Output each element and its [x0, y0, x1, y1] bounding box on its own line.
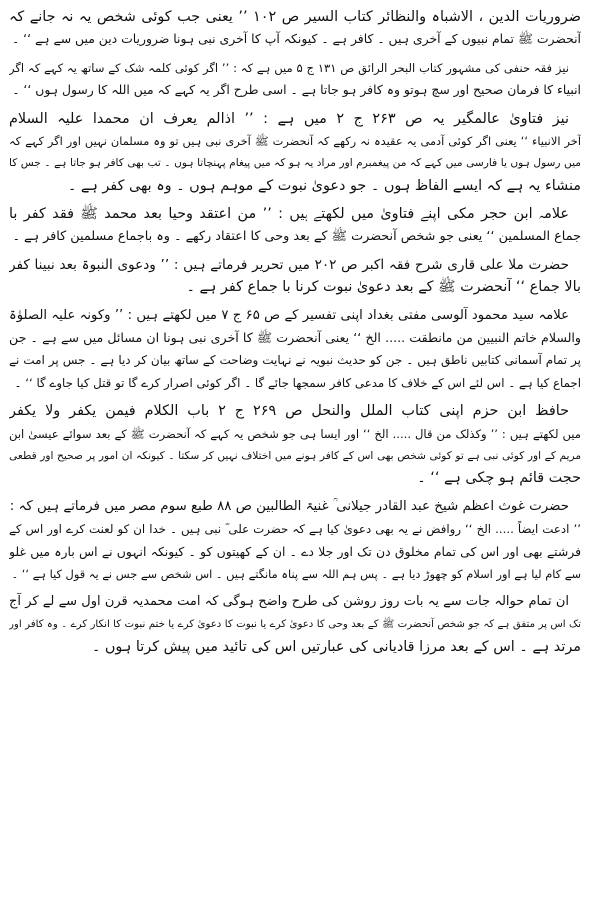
text-line: حضرت غوث اعظم شیخ عبد القادر جیلانی ؒ غنیۃ الطالبین ص ۸۸ طبع سوم مصر میں فرماتے ہیں کہ : [9, 498, 569, 514]
text-line: منشاء یہ ہے کہ ایسے الفاظ ہوں ۔ جو دعویٰ نبوت کے موہم ہوں ۔ وہ بھی کفر ہے ۔ [67, 177, 581, 194]
text-line: ’’ ادعت ایضاً ..... الخ ‘‘ روافض نے یہ بھی دعویٰ کیا ہے کہ حضرت علی ؓ نبی ہیں ۔ خدا ان کو لعنت کرے اور اس کے [9, 522, 581, 537]
text-line: سے کام لیا ہے اور اسلام کو چھوڑ دیا ہے ۔ پس ہم اللہ سے پناہ مانگتے ہیں ۔ اس شخص سے جس نے یہ قول کیا ہے ‘‘ ۔ [11, 566, 581, 581]
text-line: میں رسول ہوں یا فارسی میں کہے کہ من پیغمبرم اور مراد یہ ہو کہ میں پیغام پہنچاتا ہوں ۔ تب بھی کافر ہو جاتا ہے ۔ جس کا [9, 157, 581, 170]
text-line: علامہ ابن حجر مکی اپنے فتاویٰ میں لکھتے ہیں : ’’ من اعتقد وحیا بعد محمد ﷺ فقد کفر با [9, 206, 569, 223]
text-line: نیز فتاویٰ عالمگیر یہ ص ۲۶۳ ج ۲ میں ہے : ’’ اذالم یعرف ان محمدا علیہ السلام [9, 110, 569, 127]
paragraph-alamgiri [9, 108, 581, 198]
paragraph-conclusion [9, 591, 581, 658]
text-line: حضرت ملا علی قاری شرح فقہ اکبر ص ۲۰۲ میں تحریر فرماتے ہیں : ’’ ودعوی النبوۃ بعد نبینا کفر [9, 256, 569, 273]
paragraph-mulla-ali-qari [9, 254, 581, 299]
text-line: فرشتے بھی اور اس کی تمام مخلوق دن تک اور جلا دے ۔ ان کے کھیتوں کو ۔ کیونکہ انہوں نے اس بارہ میں غلو [9, 543, 581, 559]
text-line: تک اس پر متفق ہے کہ جو شخص آنحضرت ﷺ کے بعد وحی کا دعویٰ کرے یا نبوت کا دعویٰ کرے یا ختم نبوت کا انکار کرے ۔ وہ کافر اور [9, 618, 581, 630]
text-line: پر تمام آسمانی کتابیں ناطق ہیں ۔ جن کو حدیث نبویہ نے نہایت وضاحت کے ساتھ بیان کر دیا ہے ۔ جس پر امت نے [9, 353, 581, 368]
paragraph-ibn-hajar [9, 203, 581, 248]
text-line: علامہ سید محمود آلوسی مفتی بغداد اپنی تفسیر کے ص ۶۵ ج ۷ میں لکھتے ہیں : ’’ وکونہ علیہ الصلوٰۃ [9, 307, 569, 323]
text-line: آخر الانبیاء ‘‘ یعنی اگر کوئی آدمی یہ عقیدہ نہ رکھے کہ آنحضرت ﷺ آخری نبی ہیں تو وہ مسلمان نہیں اور اگر کہے کہ [9, 133, 581, 148]
paragraph-bahr-raiq [9, 57, 581, 102]
paragraph-ibn-hazm [9, 400, 581, 490]
text-line: جماع المسلمین ‘‘ یعنی جو شخص آنحضرت ﷺ کے بعد وحی کا اعتقاد رکھے ۔ وہ باجماع مسلمین کافر ہے ۔ [12, 228, 581, 244]
text-line: والسلام خاتم النبیین من مانطقت ..... الخ ‘‘ یعنی آنحضرت ﷺ کا آخری نبی ہونا ان مسائل میں سے ہے ۔ جن [9, 330, 581, 346]
text-line: ضروریات الدین ، الاشباہ والنظائر کتاب السیر ص ۱۰۲ ’’ یعنی جب کوئی شخص یہ نہ جانے کہ [9, 9, 581, 25]
text-line: حجت قائم ہو چکی ہے ‘‘ ۔ [417, 470, 581, 487]
text-line: حافظ ابن حزم اپنی کتاب الملل والنحل ص ۲۶۹ ج ۲ باب الکلام فیمن یکفر ولا یکفر [9, 403, 569, 420]
paragraph-ashbah [9, 6, 581, 51]
paragraph-alusi [9, 305, 581, 395]
text-line: میں لکھتے ہیں : ’’ وکذلک من قال ..... الخ ‘‘ اور ایسا ہی جو شخص یہ کہے کہ آنحضرت ﷺ کے بعد سوائے عیسیٰ ابن [9, 426, 581, 441]
text-line: بالا جماع ‘‘ آنحضرت ﷺ کے بعد دعویٰ نبوت کرنا با جماع کفر ہے ۔ [186, 279, 581, 296]
text-line: ان تمام حوالہ جات سے یہ بات روز روشن کی طرح واضح ہوگی کہ امت محمدیہ قرن اول سے لے کر آج [9, 594, 569, 610]
text-line: مریم کے اور کوئی نبی ہے تو کوئی شخص بھی اس کے کافر ہونے میں اختلاف نہیں کر سکتا ۔ کیونکہ ان امور پر صحیح اور قطعی [9, 450, 581, 463]
text-line: انبیاء کا فرمان صحیح اور سچ ہوتو وہ کافر ہو جاتا ہے ۔ اسی طرح اگر یہ کہے کہ میں اللہ کا رسول ہوں ‘‘ ۔ [12, 82, 581, 98]
text-line: آنحضرت ﷺ تمام نبیوں کے آخری ہیں ۔ کافر ہے ۔ کیونکہ آپ کا آخری نبی ہونا ضروریات دین میں سے ہے ‘‘ ۔ [11, 31, 581, 47]
text-line: اجماع کیا ہے ۔ اس لئے اس کے خلاف کا مدعی کافر سمجھا جائے گا ۔ اگر کوئی اصرار کرے گا تو قتل کیا جاوے گا ‘‘ ۔ [14, 375, 581, 390]
text-line: مرتد ہے ۔ اس کے بعد مرزا قادیانی کی عبارتیں اس کی تائید میں پیش کرتا ہوں ۔ [91, 639, 581, 656]
paragraph-ghous-azam [9, 496, 581, 586]
text-line: نیز فقہ حنفی کی مشہور کتاب البحر الرائق ص ۱۳۱ ج ۵ میں ہے کہ : ’’ اگر کوئی کلمہ شک کے ساتھ یہ کہے کہ اگر [9, 60, 569, 75]
